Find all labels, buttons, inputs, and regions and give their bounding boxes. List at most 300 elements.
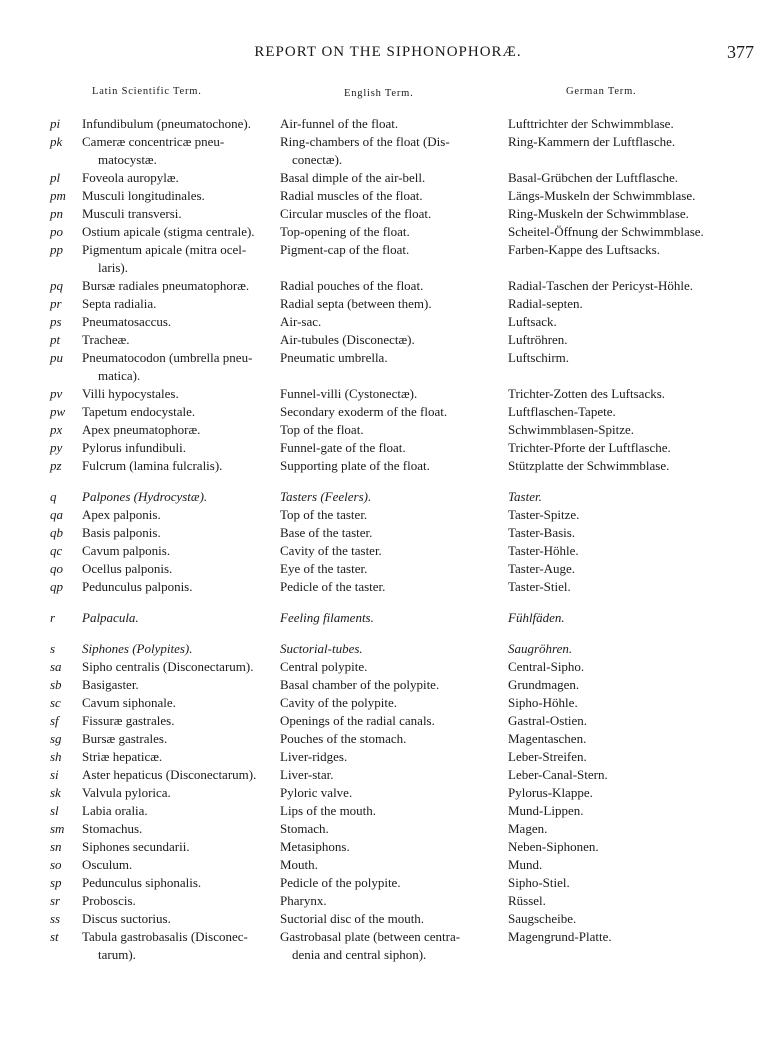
english-term [280,241,504,259]
english-term-line: Funnel-gate of the float. [280,440,406,455]
glossary-row [0,488,776,506]
latin-term-line: Apex pneumatophoræ. [82,422,201,437]
latin-term-line: laris). [98,260,128,275]
term-abbreviation: qc [50,543,63,558]
german-term: Radial-septen. [508,296,583,311]
latin-term-line: Tapetum endocystale. [82,404,196,419]
latin-term [82,331,274,349]
latin-term [82,457,274,475]
german-term: Mund. [508,857,543,872]
english-term [280,820,504,838]
latin-term-line: Aster hepaticus (Disconectarum). [82,767,257,782]
glossary-row [0,169,776,187]
glossary-row [0,609,776,627]
latin-term-line: Cavum siphonale. [82,695,176,710]
latin-term [82,820,274,838]
english-term [280,349,504,367]
english-term-line: Supporting plate of the float. [280,458,430,473]
english-term [280,874,504,892]
term-abbreviation: sn [50,839,62,854]
latin-term-line: Labia oralia. [82,803,148,818]
term-abbreviation: po [50,224,63,239]
german-term: Basal-Grübchen der Luftflasche. [508,170,679,185]
english-term [280,712,504,730]
english-term [280,488,504,506]
latin-term [82,712,274,730]
latin-term-line: Pneumatosaccus. [82,314,172,329]
german-column-header: German Term. [566,86,637,97]
english-term [280,838,504,856]
term-abbreviation: pi [50,116,61,131]
latin-term-line: Discus suctorius. [82,911,171,926]
english-term-line: Top-opening of the float. [280,224,410,239]
german-term: Taster-Basis. [508,525,576,540]
glossary-row [0,892,776,910]
latin-term [82,421,274,439]
german-term: Luftröhren. [508,332,568,347]
term-abbreviation: pp [50,242,63,257]
term-abbreviation: sg [50,731,62,746]
english-term [280,403,504,421]
latin-term [82,802,274,820]
english-term [280,560,504,578]
english-term-line: Air-tubules (Disconectæ). [280,332,415,347]
german-term: Luftschirm. [508,350,570,365]
latin-term [82,488,274,506]
glossary-row [0,205,776,223]
english-term-line: Basal dimple of the air-bell. [280,170,426,185]
term-abbreviation: pz [50,458,62,473]
german-term: Neben-Siphonen. [508,839,599,854]
term-abbreviation: px [50,422,63,437]
glossary-row [0,578,776,596]
german-term: Trichter-Zotten des Luftsacks. [508,386,666,401]
english-term-line: Suctorial disc of the mouth. [280,911,425,926]
glossary-row [0,313,776,331]
english-term [280,856,504,874]
latin-term-line: matocystæ. [98,152,157,167]
english-term [280,524,504,542]
english-term-line: Base of the taster. [280,525,373,540]
latin-term-line: Apex palponis. [82,507,161,522]
english-term [280,385,504,403]
latin-term [82,928,274,964]
english-term [280,766,504,784]
latin-term-line: Cavum palponis. [82,543,171,558]
term-abbreviation: ss [50,911,61,926]
english-term-line: Circular muscles of the float. [280,206,432,221]
english-term-line: Mouth. [280,857,318,872]
glossary-row [0,766,776,784]
latin-term [82,241,274,277]
latin-term [82,676,274,694]
english-term [280,578,504,596]
latin-term-line: Ostium apicale (stigma centrale). [82,224,255,239]
term-abbreviation: pl [50,170,61,185]
term-abbreviation: pk [50,134,63,149]
english-term-line: Stomach. [280,821,329,836]
german-term: Mund-Lippen. [508,803,584,818]
running-header: REPORT ON THE SIPHONOPHORÆ. [254,44,522,60]
latin-term-line: Villi hypocystales. [82,386,179,401]
glossary-row [0,856,776,874]
latin-term [82,187,274,205]
latin-term [82,748,274,766]
english-term [280,892,504,910]
english-term-line: Funnel-villi (Cystonectæ). [280,386,418,401]
latin-term-line: Bursæ radiales pneumatophoræ. [82,278,250,293]
term-abbreviation: pu [50,350,63,365]
latin-term-line: Septa radialia. [82,296,157,311]
english-term [280,169,504,187]
latin-term [82,385,274,403]
english-term-line: Pyloric valve. [280,785,353,800]
term-abbreviation: qp [50,579,63,594]
term-abbreviation: ps [50,314,62,329]
german-term: Sipho-Stiel. [508,875,570,890]
term-abbreviation: pw [50,404,66,419]
term-abbreviation: st [50,929,59,944]
german-term: Fühlfäden. [508,610,565,625]
english-term-line: Pharynx. [280,893,327,908]
latin-term [82,349,274,385]
term-abbreviation: sk [50,785,61,800]
latin-term-line: Palpacula. [82,610,139,625]
english-term-line: Suctorial-tubes. [280,641,363,656]
column-headers [0,86,776,102]
latin-term [82,730,274,748]
english-term [280,542,504,560]
german-term: Leber-Canal-Stern. [508,767,608,782]
latin-column-header: Latin Scientific Term. [92,86,202,97]
english-term-line: Radial septa (between them). [280,296,432,311]
latin-term [82,658,274,676]
english-term-line: Cavity of the polypite. [280,695,397,710]
latin-term [82,910,274,928]
english-term-line: Basal chamber of the polypite. [280,677,440,692]
latin-term-line: Pneumatocodon (umbrella pneu- [82,350,253,365]
term-abbreviation: q [50,489,57,504]
english-term [280,730,504,748]
term-abbreviation: sl [50,803,59,818]
english-term [280,694,504,712]
term-abbreviation: s [50,641,56,656]
english-term-line: Openings of the radial canals. [280,713,435,728]
latin-term-line: Tracheæ. [82,332,130,347]
term-abbreviation: qo [50,561,63,576]
term-abbreviation: sf [50,713,59,728]
english-term [280,223,504,241]
glossary-row [0,295,776,313]
latin-term [82,524,274,542]
english-term-line: Pedicle of the polypite. [280,875,401,890]
latin-term-line: Pedunculus siphonalis. [82,875,202,890]
german-term: Trichter-Pforte der Luftflasche. [508,440,671,455]
latin-term [82,766,274,784]
german-term: Taster-Spitze. [508,507,580,522]
latin-term [82,694,274,712]
term-abbreviation: py [50,440,63,455]
german-term: Saugröhren. [508,641,573,656]
english-term [280,640,504,658]
term-abbreviation: si [50,767,59,782]
latin-term [82,277,274,295]
latin-term [82,542,274,560]
glossary-row [0,277,776,295]
latin-term [82,784,274,802]
german-term: Lufttrichter der Schwimmblase. [508,116,674,131]
english-term-line: Liver-star. [280,767,334,782]
english-term [280,313,504,331]
english-term [280,133,504,169]
glossary-row [0,385,776,403]
glossary-row [0,784,776,802]
english-term [280,205,504,223]
english-term-line: conectæ). [292,152,343,167]
latin-term-line: Ocellus palponis. [82,561,173,576]
glossary-row [0,910,776,928]
latin-term-line: Tabula gastrobasalis (Disconec- [82,929,248,944]
english-term-line: Pouches of the stomach. [280,731,407,746]
english-term-line: Eye of the taster. [280,561,368,576]
term-abbreviation: sh [50,749,62,764]
latin-term [82,223,274,241]
german-term: Luftsack. [508,314,557,329]
english-term-line: Central polypite. [280,659,368,674]
glossary-row [0,874,776,892]
german-term: Saugscheibe. [508,911,577,926]
glossary-row [0,457,776,475]
english-term-line: Air-funnel of the float. [280,116,399,131]
glossary-row [0,676,776,694]
glossary-row [0,349,776,385]
latin-term-line: Musculi longitudinales. [82,188,205,203]
glossary-row [0,658,776,676]
german-term: Taster-Stiel. [508,579,571,594]
latin-term-line: Basigaster. [82,677,139,692]
latin-term-line: Infundibulum (pneumatochone). [82,116,251,131]
glossary-row [0,838,776,856]
glossary-row [0,820,776,838]
latin-term [82,609,274,627]
latin-term [82,560,274,578]
latin-term [82,856,274,874]
english-term-line: Cavity of the taster. [280,543,382,558]
german-term: Längs-Muskeln der Schwimmblase. [508,188,696,203]
latin-term-line: Siphones (Polypites). [82,641,193,656]
german-term: Taster. [508,489,542,504]
latin-term [82,439,274,457]
latin-term [82,578,274,596]
german-term: Leber-Streifen. [508,749,587,764]
german-term: Taster-Auge. [508,561,576,576]
german-term: Central-Sipho. [508,659,585,674]
term-abbreviation: sc [50,695,61,710]
english-term-line: denia and central siphon). [292,947,427,962]
english-term-line: Pigment-cap of the float. [280,242,410,257]
term-abbreviation: sr [50,893,61,908]
glossary-row [0,542,776,560]
latin-term-line: tarum). [98,947,136,962]
english-term [280,748,504,766]
glossary-row [0,928,776,964]
glossary-row [0,748,776,766]
latin-term-line: Valvula pylorica. [82,785,171,800]
term-abbreviation: so [50,857,62,872]
english-term-line: Secondary exoderm of the float. [280,404,448,419]
german-term: Grundmagen. [508,677,580,692]
english-term [280,331,504,349]
latin-term-line: Striæ hepaticæ. [82,749,163,764]
english-term [280,506,504,524]
term-abbreviation: pr [50,296,62,311]
latin-term-line: Proboscis. [82,893,136,908]
latin-term-line: Siphones secundarii. [82,839,190,854]
latin-term [82,205,274,223]
term-abbreviation: sa [50,659,62,674]
german-term: Ring-Muskeln der Schwimmblase. [508,206,689,221]
english-term-line: Pedicle of the taster. [280,579,386,594]
german-term: Magengrund-Platte. [508,929,612,944]
term-abbreviation: r [50,610,56,625]
english-term-line: Top of the taster. [280,507,368,522]
german-term: Magen. [508,821,548,836]
latin-term-line: Fissuræ gastrales. [82,713,175,728]
glossary-row [0,730,776,748]
term-abbreviation: qa [50,507,63,522]
english-term-line: Radial muscles of the float. [280,188,423,203]
latin-term-line: Sipho centralis (Disconectarum). [82,659,254,674]
latin-term [82,133,274,169]
english-term [280,802,504,820]
english-term-line: Top of the float. [280,422,364,437]
glossary-row [0,421,776,439]
latin-term-line: Osculum. [82,857,133,872]
glossary-row [0,640,776,658]
latin-term-line: Pigmentum apicale (mitra ocel- [82,242,247,257]
german-term: Schwimmblasen-Spitze. [508,422,635,437]
german-term: Ring-Kammern der Luftflasche. [508,134,676,149]
glossary-row [0,694,776,712]
english-term-line: Tasters (Feelers). [280,489,372,504]
english-term [280,784,504,802]
latin-term-line: Pylorus infundibuli. [82,440,187,455]
glossary-row [0,133,776,169]
latin-term-line: Stomachus. [82,821,143,836]
german-term: Scheitel-Öffnung der Schwimmblase. [508,224,704,239]
latin-term-line: Foveola auropylæ. [82,170,179,185]
german-term: Sipho-Höhle. [508,695,578,710]
latin-term [82,169,274,187]
english-term-line: Gastrobasal plate (between centra- [280,929,461,944]
english-term-line: Pneumatic umbrella. [280,350,388,365]
glossary-table [0,115,776,964]
latin-term-line: matica). [98,368,141,383]
term-abbreviation: pv [50,386,63,401]
term-abbreviation: sb [50,677,62,692]
latin-term [82,838,274,856]
english-term [280,421,504,439]
term-abbreviation: pt [50,332,61,347]
latin-term [82,874,274,892]
german-term: Rüssel. [508,893,546,908]
german-term: Radial-Taschen der Pericyst-Höhle. [508,278,693,293]
page-number: 377 [727,42,754,62]
latin-term [82,313,274,331]
term-abbreviation: pn [50,206,63,221]
english-term [280,295,504,313]
english-term-line: Radial pouches of the float. [280,278,424,293]
glossary-row [0,712,776,730]
term-abbreviation: sp [50,875,62,890]
english-term-line: Lips of the mouth. [280,803,377,818]
latin-term-line: Fulcrum (lamina fulcralis). [82,458,223,473]
glossary-row [0,187,776,205]
latin-term-line: Pedunculus palponis. [82,579,193,594]
latin-term [82,892,274,910]
german-term: Luftflaschen-Tapete. [508,404,616,419]
latin-term-line: Cameræ concentricæ pneu- [82,134,225,149]
glossary-row [0,331,776,349]
term-abbreviation: qb [50,525,63,540]
glossary-row [0,241,776,277]
glossary-row [0,115,776,133]
german-term: Stützplatte der Schwimmblase. [508,458,670,473]
glossary-row [0,524,776,542]
english-term-line: Ring-chambers of the float (Dis- [280,134,450,149]
english-term [280,658,504,676]
german-term: Magentaschen. [508,731,587,746]
english-term-line: Metasiphons. [280,839,350,854]
glossary-row [0,506,776,524]
latin-term [82,403,274,421]
english-term [280,115,504,133]
english-column-header: English Term. [344,88,414,99]
latin-term [82,115,274,133]
latin-term-line: Basis palponis. [82,525,161,540]
english-term-line: Liver-ridges. [280,749,348,764]
german-term: Gastral-Ostien. [508,713,588,728]
glossary-row [0,403,776,421]
english-term [280,910,504,928]
german-term: Pylorus-Klappe. [508,785,593,800]
latin-term [82,640,274,658]
german-term: Farben-Kappe des Luftsacks. [508,242,660,257]
glossary-row [0,802,776,820]
english-term [280,928,504,964]
term-abbreviation: sm [50,821,65,836]
latin-term [82,506,274,524]
english-term [280,609,504,627]
german-term: Taster-Höhle. [508,543,579,558]
english-term-line: Feeling filaments. [280,610,374,625]
latin-term [82,295,274,313]
glossary-row [0,439,776,457]
latin-term-line: Palpones (Hydrocystæ). [82,489,208,504]
english-term [280,187,504,205]
english-term [280,457,504,475]
latin-term-line: Musculi transversi. [82,206,182,221]
term-abbreviation: pm [50,188,66,203]
glossary-row [0,223,776,241]
term-abbreviation: pq [50,278,63,293]
english-term [280,676,504,694]
english-term [280,439,504,457]
glossary-row [0,560,776,578]
english-term-line: Air-sac. [280,314,322,329]
latin-term-line: Bursæ gastrales. [82,731,168,746]
english-term [280,277,504,295]
